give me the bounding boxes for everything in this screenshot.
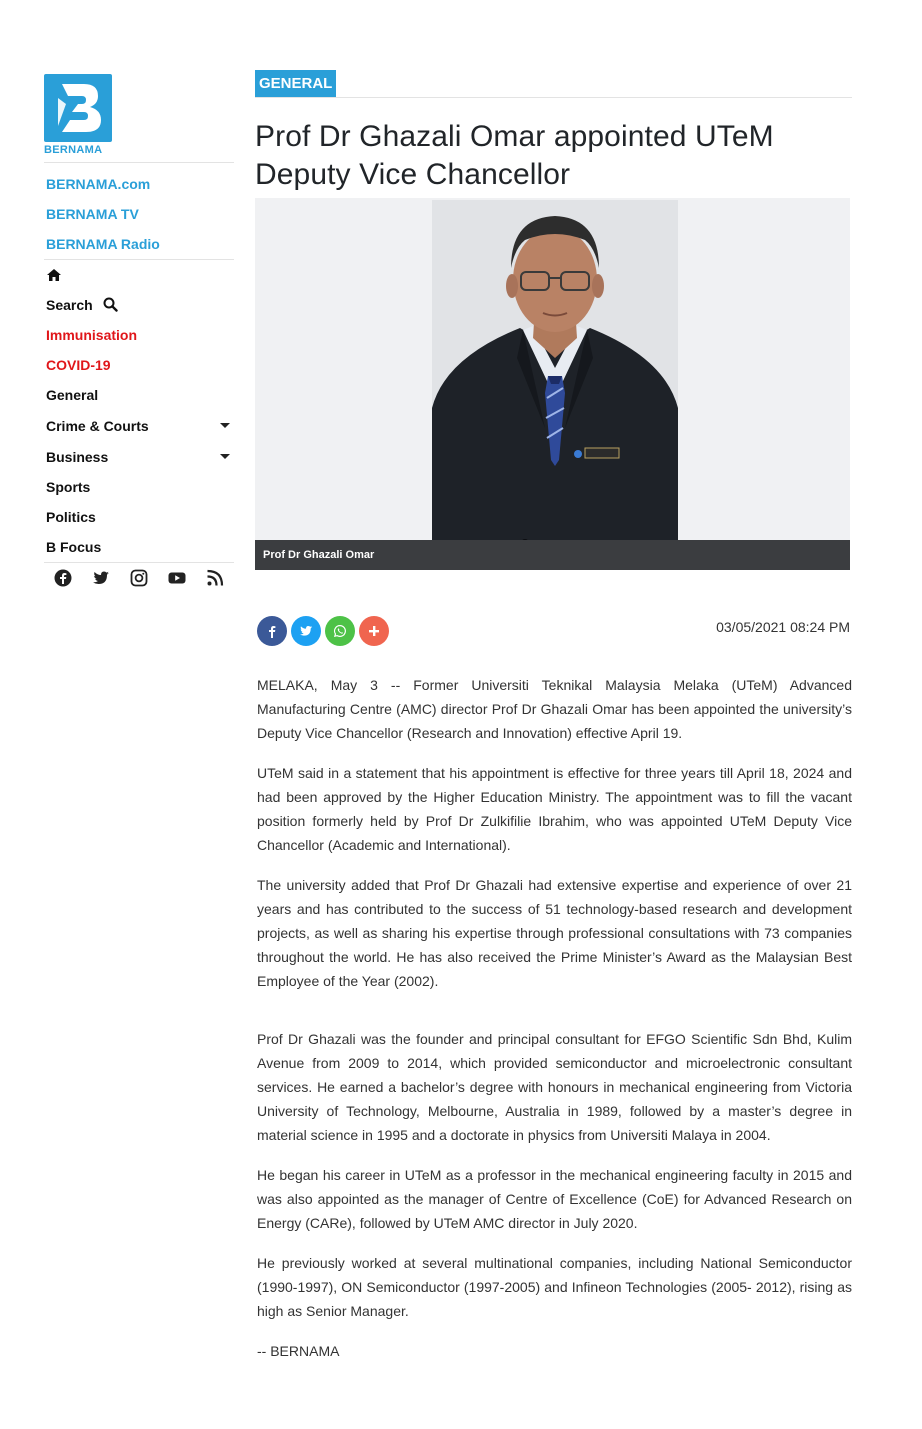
twitter-icon <box>299 624 313 638</box>
portrait-image <box>255 198 850 570</box>
article-title: Prof Dr Ghazali Omar appointed UTeM Deputy Vice Chancellor <box>255 120 774 191</box>
sidebar <box>44 74 234 593</box>
nav-covid-19[interactable]: COVID-19 <box>46 357 111 373</box>
plus-icon <box>367 624 381 638</box>
category-bar <box>255 70 852 98</box>
bernama-logo[interactable] <box>44 74 114 156</box>
nav-immunisation[interactable]: Immunisation <box>46 327 138 343</box>
rss-icon[interactable] <box>206 569 224 592</box>
nav-business-label: Business <box>46 448 109 465</box>
nav-business[interactable] <box>44 441 234 472</box>
share-buttons <box>257 616 389 646</box>
article-paragraph: He previously worked at several multinational companies, including National Semiconductor (1990-1997), ON Semiconductor (1997-2005) and Infineon Technologies (2005- 2012), rising as high as Senior Manager. <box>257 1255 852 1319</box>
site-link-bernama-radio[interactable]: BERNAMA Radio <box>46 236 160 252</box>
youtube-icon[interactable] <box>168 569 186 592</box>
bernama-logo-text: BERNAMA <box>44 144 103 156</box>
divider <box>44 162 234 163</box>
article-byline: -- BERNAMA <box>257 1343 340 1359</box>
site-link-bernama-com[interactable]: BERNAMA.com <box>46 176 151 192</box>
twitter-icon[interactable] <box>92 569 110 592</box>
article-paragraph: The university added that Prof Dr Ghazali had extensive expertise and experience of over 21 years and has contributed to the success of 51 technology-based research and development projects, as well as sharing his expertise through professional consultations with 73 companies throughout the world. He has also received the Prime Minister’s Award as the Malaysian Best Employee of the Year (2002). <box>257 877 852 989</box>
search-icon <box>103 297 118 312</box>
whatsapp-icon <box>333 624 347 638</box>
caret-down-icon[interactable] <box>220 454 230 459</box>
facebook-icon <box>265 624 279 638</box>
article-body <box>257 673 852 1379</box>
category-badge[interactable]: GENERAL <box>255 70 336 97</box>
divider <box>44 562 234 563</box>
home-icon <box>46 268 62 282</box>
nav-politics[interactable]: Politics <box>46 509 96 525</box>
site-link-bernama-tv[interactable]: BERNAMA TV <box>46 206 139 222</box>
caret-down-icon[interactable] <box>220 423 230 428</box>
share-twitter-button[interactable] <box>291 616 321 646</box>
article-paragraph: Prof Dr Ghazali was the founder and principal consultant for EFGO Scientific Sdn Bhd, Kulim Avenue from 2009 to 2014, which provided semiconductor and microelectronic consultant services. He earned a bachelor’s degree with honours in mechanical engineering from Victoria University of Technology, Melbourne, Australia in 1989, followed by a master’s degree in material science in 1995 and a doctorate in physics from Universiti Malaya in 2004. <box>257 1031 852 1143</box>
photo-caption: Prof Dr Ghazali Omar <box>255 540 850 570</box>
nav-sports[interactable]: Sports <box>46 479 91 495</box>
nav-crime-courts-label: Crime & Courts <box>46 417 149 434</box>
divider <box>44 259 234 260</box>
article-paragraph: UTeM said in a statement that his appointment is effective for three years till April 18, 2024 and had been approved by the Higher Education Ministry. The appointment was to fill the vacant position formerly held by Prof Dr Zulkifilie Ibrahim, who was appointed UTeM Deputy Vice Chancellor (Academic and International). <box>257 765 852 853</box>
publish-date: 03/05/2021 08:24 PM <box>716 619 850 635</box>
facebook-icon[interactable] <box>54 569 72 592</box>
nav-general[interactable]: General <box>46 387 99 403</box>
search-label: Search <box>46 297 93 313</box>
article-main <box>255 70 852 1359</box>
share-facebook-button[interactable] <box>257 616 287 646</box>
bernama-logo-mark <box>44 74 112 142</box>
instagram-icon[interactable] <box>130 569 148 592</box>
nav-crime-courts[interactable] <box>44 410 234 441</box>
home-link[interactable] <box>44 262 234 290</box>
article-paragraph: MELAKA, May 3 -- Former Universiti Teknikal Malaysia Melaka (UTeM) Advanced Manufacturing Centre (AMC) director Prof Dr Ghazali Omar has been appointed the university’s Deputy Vice Chancellor (Research and Innovation) effective April 19. <box>257 677 852 741</box>
share-whatsapp-button[interactable] <box>325 616 355 646</box>
social-links <box>44 567 234 593</box>
article-paragraph: He began his career in UTeM as a professor in the mechanical engineering faculty in 2015 and was also appointed as the manager of Centre of Excellence (CoE) for Advanced Research on Energy (CARe), followed by UTeM AMC director in July 2020. <box>257 1167 852 1231</box>
share-more-button[interactable] <box>359 616 389 646</box>
article-photo <box>255 198 850 570</box>
nav-b-focus[interactable]: B Focus <box>46 539 102 555</box>
search-link[interactable] <box>44 290 234 320</box>
